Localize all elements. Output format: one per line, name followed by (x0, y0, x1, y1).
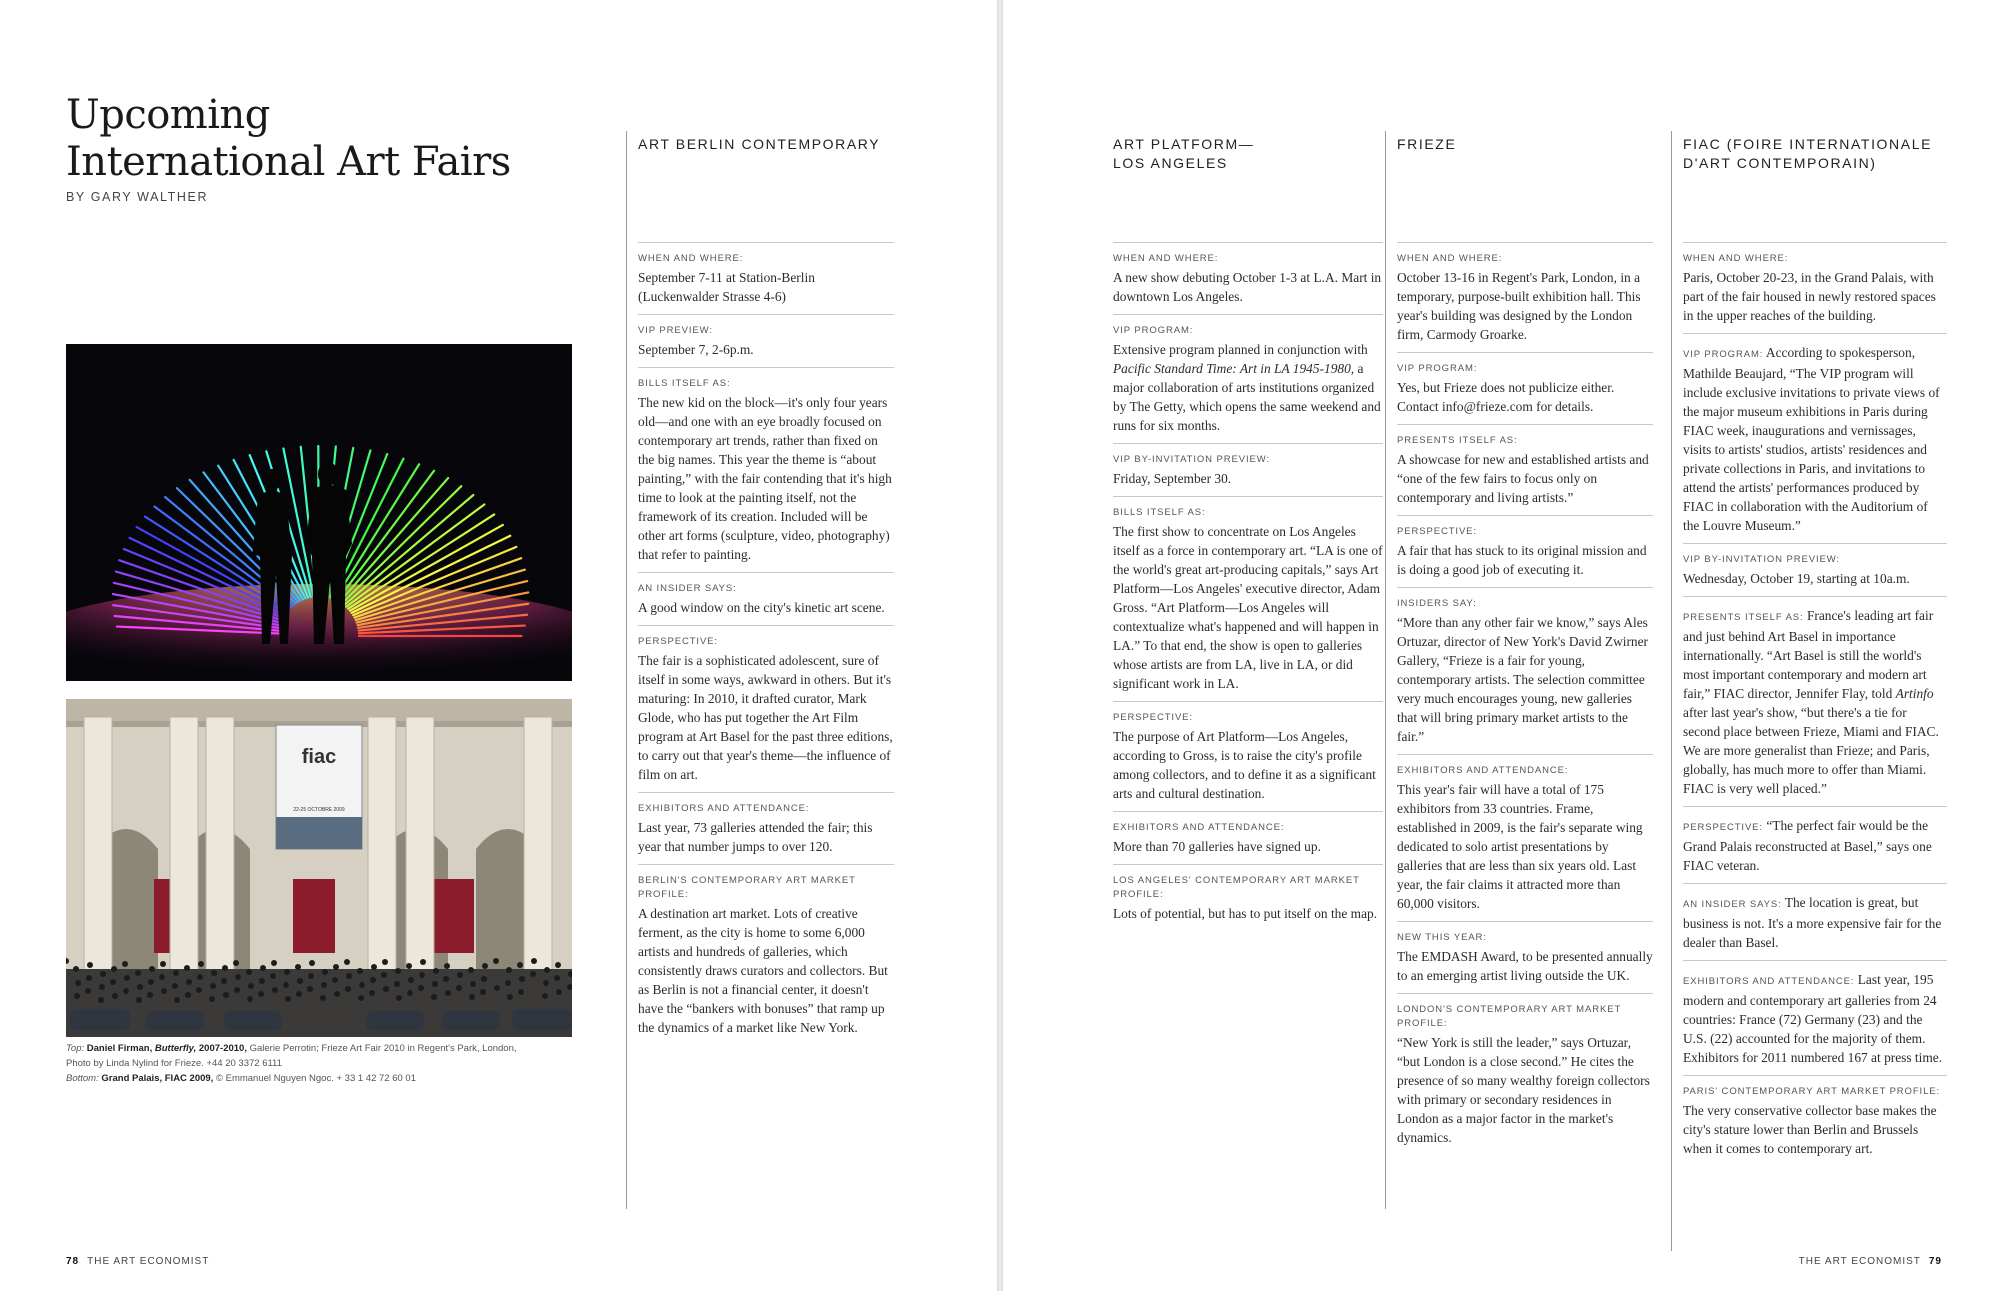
crowd-figure (531, 958, 537, 964)
entry-body: September 7, 2-6p.m. (638, 342, 754, 357)
column-entries (1113, 444, 1383, 931)
crowd-figure (172, 983, 178, 989)
entry-body: A showcase for new and established artists and “one of the few fairs to focus only on contemporary and living artists.” (1397, 452, 1649, 505)
column-entry (1397, 425, 1653, 516)
title-line-1: Upcoming (66, 92, 270, 138)
column-entry (1113, 702, 1383, 812)
crowd-figure (394, 981, 400, 987)
crowd-figure (122, 961, 128, 967)
entry-paris-market-profile: PARIS' CONTEMPORARY ART MARKET PROFILE: The very conservative collector base makes the city's stature lower than Berlin and Brussels when it comes to contemporary art. (1683, 1086, 1941, 1156)
crowd-figure (431, 994, 437, 1000)
crowd-figure (285, 996, 291, 1002)
grand-palais-photo (66, 699, 572, 1037)
entry-label: NEW THIS YEAR: (1397, 932, 1487, 943)
byline: BY GARY WALTHER (66, 190, 209, 204)
crowd-figure (272, 987, 278, 993)
crowd-figure (554, 975, 560, 981)
column-art-platform-los-angeles (1113, 131, 1393, 1209)
crowd-figure (469, 994, 475, 1000)
crowd-figure (123, 988, 129, 994)
butterfly-installation-photo (66, 344, 572, 681)
crowd-figure (407, 990, 413, 996)
left-page-footer (66, 1256, 209, 1267)
column-frieze (1385, 131, 1663, 1209)
crowd-figure (530, 971, 536, 977)
entry-label: VIP BY-INVITATION PREVIEW: (1113, 454, 1270, 465)
butterfly-neon-fan-image (66, 344, 572, 681)
crowd-figure (86, 975, 92, 981)
entry-label: PERSPECTIVE: (1113, 712, 1193, 723)
entry-when-and-where: WHEN AND WHERE: Paris, October 20-23, in the Grand Palais, with part of the fair housed in newly restored spaces in the upper reaches of the building. (1683, 243, 1947, 334)
entry-label: WHEN AND WHERE: (1397, 253, 1503, 264)
crowd-figure (370, 977, 376, 983)
entry-body: “More than any other fair we know,” says Ales Ortuzar, director of New York's David Zwirner Gallery, “Frieze is a fair for young, contemporary artists. The selection committee very much encourages young, new galleries that will bring primary market artists to the fair.” (1397, 615, 1649, 744)
column-entry (1113, 444, 1383, 497)
column-entry (1397, 755, 1653, 922)
crowd-figure (543, 980, 549, 986)
crowd-figure (185, 992, 191, 998)
column-entry (638, 573, 894, 626)
entry-vip-program: VIP PROGRAM: According to spokesperson, Mathilde Beaujard, “The VIP program will include exclusive invitations to private views of the major museum exhibitions in Paris during FIAC week, inaugurations and vernissages, visits to artists' studios, artists' residences and private collections in Paris, and invitations to attend the artists' performances produced by FIAC in collaboration with the Auditorium of the Louvre Museum.” (1683, 334, 1947, 544)
crowd-figure (73, 966, 79, 972)
crowd-figure (87, 962, 93, 968)
crowd-figure (542, 993, 548, 999)
entry-body: The purpose of Art Platform—Los Angeles, according to Gross, is to raise the city's profile among collectors, and to define it as a significant arts and cultural destination. (1113, 729, 1376, 801)
entry-label: LOS ANGELES' CONTEMPORARY ART MARKET PROFILE: (1113, 875, 1360, 900)
column-entry (1113, 865, 1383, 931)
crowd-figure (457, 972, 463, 978)
crowd-figure (147, 992, 153, 998)
crowd-figure (161, 988, 167, 994)
crowd-figure (320, 995, 326, 1001)
crowd-figure (235, 974, 241, 980)
crowd-figure (74, 993, 80, 999)
caption-top-credit: Photo by Linda Nylind for Frieze. +44 20 3372 6111 (66, 1058, 282, 1069)
page-number-79: 79 (1928, 1256, 1942, 1267)
entry-label: PERSPECTIVE: (1397, 526, 1477, 537)
left-page (0, 0, 997, 1291)
entry-insider-says: AN INSIDER SAYS: The location is great, but business is not. It's a more expensive fair for the dealer than Basel. (1683, 884, 1947, 961)
entry-body: Last year, 73 galleries attended the fair; this year that number jumps to over 120. (638, 820, 873, 854)
crowd-figure (270, 973, 276, 979)
column-entry (1113, 812, 1383, 865)
crowd-figure (184, 965, 190, 971)
entry-body: This year's fair will have a total of 175 exhibitors from 33 countries. Frame, established in 2009, is the fair's separate wing dedicated to solo artist presentations by galleries that are less than six years old. Last year, the fair claims it attracted more than 60,000 visitors. (1397, 782, 1643, 911)
crowd-figure (321, 982, 327, 988)
crowd-figure (517, 962, 523, 968)
crowd-figure (211, 970, 217, 976)
crowd-figure (556, 989, 562, 995)
crowd-figure (234, 987, 240, 993)
crowd-figure (418, 985, 424, 991)
crowd-figure (493, 958, 499, 964)
caption-bottom: Bottom: Grand Palais, FIAC 2009, © Emmanuel Nguyen Ngoc. + 33 1 42 72 60 01 (66, 1073, 416, 1084)
crowd-figure (344, 959, 350, 965)
crowd-figure (247, 996, 253, 1002)
crowd-figure (481, 976, 487, 982)
crowd-figure (100, 971, 106, 977)
crowd-figure (85, 988, 91, 994)
crowd-figure (381, 972, 387, 978)
column-heading: ART BERLIN CONTEMPORARY (638, 131, 894, 243)
magazine-name: THE ART ECONOMIST (87, 1256, 210, 1267)
crowd-figure (297, 978, 303, 984)
entry-body: A good window on the city's kinetic art scene. (638, 600, 885, 615)
crowd-figure (507, 994, 513, 1000)
entry-body: A fair that has stuck to its original mission and is doing a good job of executing it. (1397, 543, 1647, 577)
crowd-figure (307, 986, 313, 992)
column-entry (1397, 994, 1653, 1155)
column-entries (638, 243, 894, 1045)
caption-top: Top: Daniel Firman, Butterfly, 2007-2010, Galerie Perrotin; Frieze Art Fair 2010 in Regent's Park, London, (66, 1043, 517, 1054)
crowd-figure (271, 960, 277, 966)
article-title (66, 92, 511, 186)
crowd-figure (332, 977, 338, 983)
crowd-figure (420, 959, 426, 965)
crowd-figure (419, 972, 425, 978)
crowd-figure (135, 970, 141, 976)
entry-body: A destination art market. Lots of creative ferment, as the city is home to some 6,000 artists and hundreds of galleries, which consistently draws curators and collectors. But as Berlin is not a financial center, it doesn't have the “bankers with bonuses” that ramp up the dynamics of a market like New York. (638, 906, 888, 1035)
crowd-figure (174, 997, 180, 1003)
entry-when-and-where: WHEN AND WHERE: A new show debuting October 1-3 at L.A. Mart in downtown Los Angeles. (1113, 243, 1383, 315)
entry-label: WHEN AND WHERE: (638, 253, 744, 264)
entry-vip-preview: VIP BY-INVITATION PREVIEW: Wednesday, October 19, starting at 10a.m. (1683, 544, 1947, 597)
crowd-figure (124, 975, 130, 981)
grand-palais-facade-image (66, 699, 572, 1037)
crowd-figure (110, 979, 116, 985)
crowd-figure (482, 963, 488, 969)
crowd-figure (322, 969, 328, 975)
crowd-figure (75, 980, 81, 986)
column-art-berlin-contemporary (626, 131, 904, 1209)
crowd-figure (209, 996, 215, 1002)
entry-body: October 13-16 in Regent's Park, London, in a temporary, purpose-built exhibition hall. This year's building was designed by the London firm, Carmody Groarke. (1397, 270, 1641, 342)
crowd-figure (222, 965, 228, 971)
column-heading: ART PLATFORM— LOS ANGELES (1113, 131, 1383, 243)
column-entry (1397, 516, 1653, 588)
entry-label: INSIDERS SAY: (1397, 598, 1477, 609)
crowd-figure (345, 986, 351, 992)
crowd-figure (260, 965, 266, 971)
column-entry (1113, 497, 1383, 702)
column-entry (1397, 353, 1653, 425)
right-page (1003, 0, 2000, 1291)
entry-label: BERLIN'S CONTEMPORARY ART MARKET PROFILE: (638, 875, 856, 900)
crowd-figure (233, 960, 239, 966)
crowd-figure (284, 969, 290, 975)
column-heading: FIAC (FOIRE INTERNATIONALE D'ART CONTEMPORAIN) (1683, 131, 1947, 243)
crowd-figure (456, 985, 462, 991)
entry-body: The first show to concentrate on Los Angeles itself as a force in contemporary art. “LA is one of the world's great art-producing capitals,” says Art Platform—Los Angeles' executive director, Adam Gross. “Art Platform—Los Angeles will contextualize what's happened and will happen in LA.” To that end, the show is open to galleries whose artists are from LA, live in LA, or did significant work in LA. (1113, 524, 1383, 691)
crowd-figure (148, 979, 154, 985)
crowd-figure (359, 982, 365, 988)
entry-body: The EMDASH Award, to be presented annually to an emerging artist living outside the UK. (1397, 949, 1653, 983)
entry-body: “New York is still the leader,” says Ortuzar, “but London is a close second.” He cites the presence of so many wealthy foreign collectors with primary or secondary residences in London as a major factor in the market's dynamics. (1397, 1035, 1650, 1145)
column-fiac (1671, 131, 1957, 1251)
crowd-figure (159, 974, 165, 980)
crowd-figure (283, 982, 289, 988)
column-entry (1397, 243, 1653, 353)
entry-presents-itself-as: PRESENTS ITSELF AS: France's leading art fair and just behind Art Basel in importance internationally. “Art Basel is still the world's most important contemporary and modern art fair,” FIAC director, Jennifer Flay, told Artinfo after last year's show, “but there's a tie for second place between Frieze, Miami and FIAC. We are more generalist than Frieze; and Paris, globally, has much more to offer than Miami. FIAC is very well placed.” (1683, 597, 1947, 807)
entry-label: PRESENTS ITSELF AS: (1397, 435, 1518, 446)
entry-body: September 7-11 at Station-Berlin (Luckenwalder Strasse 4-6) (638, 270, 815, 304)
crowd-figure (334, 991, 340, 997)
title-line-2: International Art Fairs (66, 139, 511, 185)
crowd-figure (383, 986, 389, 992)
crowd-figure (309, 960, 315, 966)
crowd-figure (480, 989, 486, 995)
column-entry (1397, 922, 1653, 994)
crowd-figure (173, 970, 179, 976)
entry-label: VIP PROGRAM: (1397, 363, 1478, 374)
entry-body: Lots of potential, but has to put itself on the map. (1113, 906, 1378, 921)
crowd-figure (470, 981, 476, 987)
crowd-figure (136, 997, 142, 1003)
entry-body: Friday, September 30. (1113, 471, 1232, 486)
crowd-figure (98, 997, 104, 1003)
fiac-banner-dates: 22-25 OCTOBRE 2009 (293, 807, 345, 813)
entry-label: VIP PREVIEW: (638, 325, 713, 336)
magazine-name: THE ART ECONOMIST (1798, 1256, 1921, 1267)
crowd-figure (248, 983, 254, 989)
column-entry (638, 368, 894, 573)
crowd-figure (197, 974, 203, 980)
crowd-figure (111, 966, 117, 972)
crowd-figure (445, 990, 451, 996)
crowd-figure (433, 968, 439, 974)
crowd-figure (518, 989, 524, 995)
column-entry (638, 865, 894, 1045)
crowd-figure (112, 993, 118, 999)
crowd-figure (544, 967, 550, 973)
crowd-figure (444, 963, 450, 969)
column-heading: FRIEZE (1397, 131, 1653, 243)
crowd-figure (258, 991, 264, 997)
column-entry (638, 315, 894, 368)
column-entry (638, 626, 894, 793)
right-page-footer (1799, 1256, 1942, 1267)
crowd-figure (371, 964, 377, 970)
crowd-figure (186, 979, 192, 985)
crowd-figure (99, 984, 105, 990)
crowd-figure (408, 977, 414, 983)
entry-perspective: PERSPECTIVE: “The perfect fair would be the Grand Palais reconstructed at Basel,” says one FIAC veteran. (1683, 807, 1947, 884)
crowd-figure (296, 991, 302, 997)
crowd-figure (198, 961, 204, 967)
entry-vip-program: VIP PROGRAM: Extensive program planned in conjunction with Pacific Standard Time: Art in LA 1945-1980, a major collaboration of arts institutions organized by The Getty, which opens the same weekend and runs for six months. (1113, 315, 1383, 444)
page-number-78: 78 (66, 1256, 80, 1267)
entry-label: BILLS ITSELF AS: (1113, 507, 1206, 518)
entry-body: The new kid on the block—it's only four years old—and one with an eye broadly focused on contemporary art trends, rather than fixed on the big names. This year the theme is “about painting,” with the fair contending that it's high time to look at the painting itself, not the framework of its creation. Included will be other art forms (sculpture, video, photography) that refer to painting. (638, 395, 892, 562)
crowd-figure (506, 967, 512, 973)
entry-label: EXHIBITORS AND ATTENDANCE: (638, 803, 810, 814)
crowd-figure (358, 995, 364, 1001)
crowd-figure (443, 976, 449, 982)
crowd-figure (246, 969, 252, 975)
crowd-figure (223, 992, 229, 998)
entry-label: EXHIBITORS AND ATTENDANCE: (1113, 822, 1285, 833)
crowd-figure (333, 964, 339, 970)
entry-body: Yes, but Frieze does not publicize either. Contact info@frieze.com for details. (1397, 380, 1615, 414)
entry-exhibitors-and-attendance: EXHIBITORS AND ATTENDANCE: Last year, 195 modern and contemporary art galleries from 24 countries: France (72) Germany (23) and the U.S. (22) accounted for the majority of them. Exhibitors for 2011 numbered 167 at press time. (1683, 961, 1947, 1076)
fiac-banner-logo: fiac (301, 746, 337, 768)
crowd-figure (468, 967, 474, 973)
entry-label: EXHIBITORS AND ATTENDANCE: (1397, 765, 1569, 776)
crowd-figure (396, 995, 402, 1001)
crowd-figure (395, 968, 401, 974)
crowd-figure (160, 961, 166, 967)
entry-label: BILLS ITSELF AS: (638, 378, 731, 389)
crowd-figure (137, 984, 143, 990)
crowd-figure (295, 964, 301, 970)
crowd-figure (432, 981, 438, 987)
crowd-figure (494, 985, 500, 991)
crowd-figure (308, 973, 314, 979)
entry-label: PERSPECTIVE: (638, 636, 718, 647)
crowd-figure (555, 962, 561, 968)
crowd-figure (346, 973, 352, 979)
column-entry (638, 793, 894, 865)
crowd-figure (505, 980, 511, 986)
crowd-figure (369, 990, 375, 996)
crowd-figure (149, 966, 155, 972)
crowd-figure (519, 976, 525, 982)
crowd-figure (382, 959, 388, 965)
column-entry (638, 243, 894, 315)
column-entries (1397, 243, 1653, 1155)
crowd-figure (357, 968, 363, 974)
photo-caption (66, 1041, 572, 1086)
crowd-figure (259, 978, 265, 984)
crowd-figure (221, 978, 227, 984)
column-entry (1397, 588, 1653, 755)
crowd-figure (406, 963, 412, 969)
entry-body: More than 70 galleries have signed up. (1113, 839, 1321, 854)
crowd-figure (196, 987, 202, 993)
crowd-figure (210, 983, 216, 989)
entry-label: LONDON'S CONTEMPORARY ART MARKET PROFILE: (1397, 1004, 1621, 1029)
entry-body: The fair is a sophisticated adolescent, sure of itself in some ways, awkward in others. But it's maturing: In 2010, it drafted curator, Mark Glode, who has put together the Art Film program at Art Basel for the past three editions, to carry out that year's theme—the influence of film on art. (638, 653, 893, 782)
entry-label: AN INSIDER SAYS: (638, 583, 737, 594)
